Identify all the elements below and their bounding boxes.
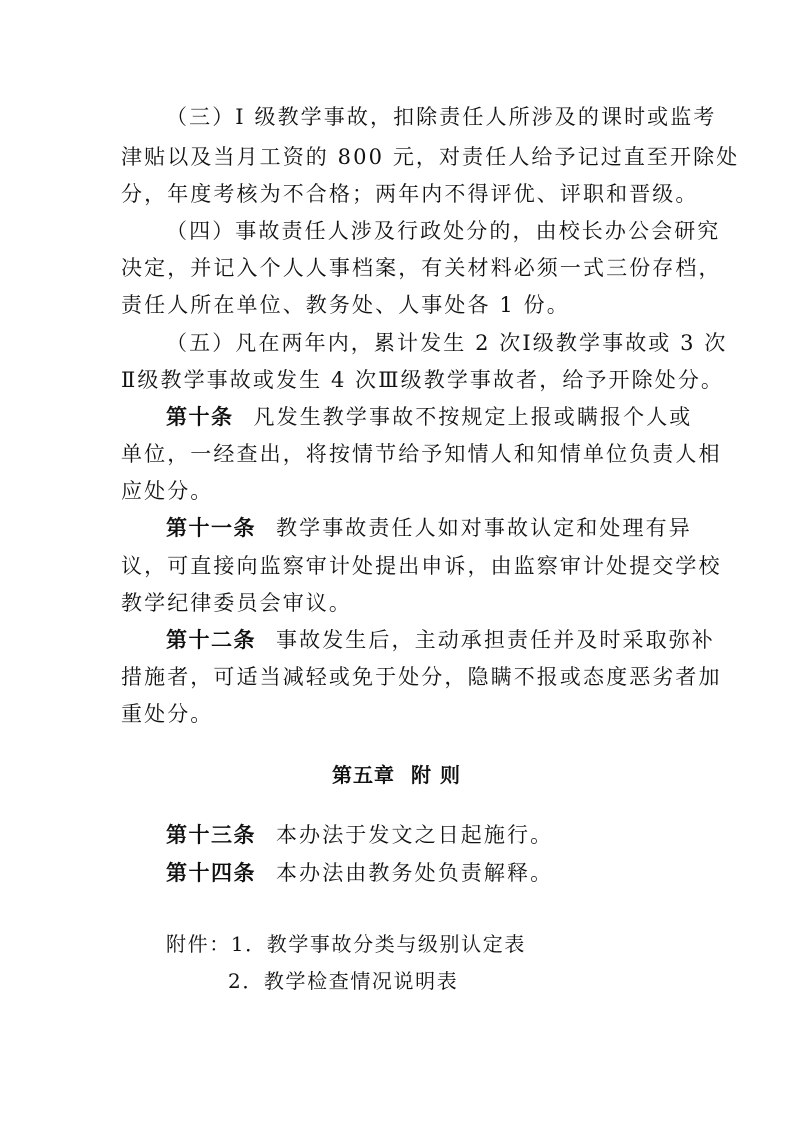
article-14-label: 第十四条: [166, 861, 256, 885]
attachment-line-1: [166, 926, 526, 962]
article-12-line-2: 措施者，可适当减轻或免于处分，隐瞒不报或态度恶劣者加: [121, 665, 722, 689]
article-13-label: 第十三条: [166, 823, 256, 847]
paragraph-4-line-3: 责任人所在单位、教务处、人事处各 1 份。: [121, 293, 570, 317]
article-10-label: 第十条: [166, 405, 234, 429]
article-14-line: [166, 855, 681, 891]
attachment-item-1: 1．教学事故分类与级别认定表: [230, 932, 526, 956]
attachment-line-2: [228, 963, 458, 999]
paragraph-3-line-1: （三）I 级教学事故，扣除责任人所涉及的课时或监考: [166, 105, 717, 129]
paragraph-3-line-2: 津贴以及当月工资的 800 元，对责任人给予记过直至开除处: [121, 145, 740, 169]
article-12-line-3: 重处分。: [121, 702, 214, 726]
chapter-title: 附 则: [411, 763, 461, 787]
article-12-line-1: [166, 622, 715, 658]
article-13-line: [166, 817, 681, 853]
article-12-text-1: 事故发生后，主动承担责任并及时采取弥补: [276, 628, 715, 652]
paragraph-4-line-2: 决定，并记入个人人事档案，有关材料必须一式三份存档，: [121, 256, 722, 280]
article-11-label: 第十一条: [166, 516, 256, 540]
attachment-prefix: 附件：: [166, 932, 231, 956]
chapter-heading: [0, 757, 793, 793]
article-11-text-1: 教学事故责任人如对事故认定和处理有异: [276, 516, 692, 540]
article-11-line-2: 议，可直接向监察审计处提出申诉，由监察审计处提交学校: [121, 554, 722, 578]
paragraph-5-line-1: （五）凡在两年内，累计发生 2 次Ⅰ级教学事故或 3 次: [166, 331, 728, 355]
article-10-line-3: 应处分。: [121, 479, 214, 503]
chapter-number: 第五章: [332, 763, 396, 787]
paragraph-4-line-1: （四）事故责任人涉及行政处分的，由校长办公会研究: [166, 219, 721, 243]
article-10-text-1: 凡发生教学事故不按规定上报或瞒报个人或: [253, 405, 693, 429]
article-13-text: 本办法于发文之日起施行。: [276, 823, 554, 847]
paragraph-3-line-3: 分，年度考核为不合格；两年内不得评优、评职和晋级。: [121, 182, 699, 206]
article-10-line-1: [166, 399, 693, 435]
article-14-text: 本办法由教务处负责解释。: [276, 861, 554, 885]
article-12-label: 第十二条: [166, 628, 256, 652]
article-11-line-1: [166, 510, 692, 546]
attachment-item-2: 2．教学检查情况说明表: [228, 969, 459, 993]
article-11-line-3: 教学纪律委员会审议。: [121, 591, 352, 615]
paragraph-5-line-2: Ⅱ级教学事故或发生 4 次Ⅲ级教学事故者，给予开除处分。: [121, 368, 725, 392]
article-10-line-2: 单位，一经查出，将按情节给予知情人和知情单位负责人相: [121, 442, 722, 466]
